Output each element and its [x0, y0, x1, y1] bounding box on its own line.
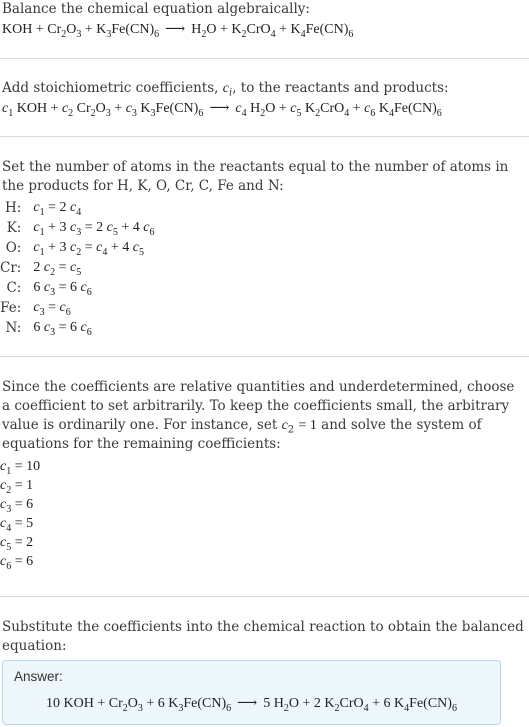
- divider: [0, 58, 529, 59]
- answer-box: [2, 660, 501, 725]
- answer-label: Answer:: [14, 669, 63, 684]
- balanced-equation: 10 KOH + $Cr_2O_3 + 6$ $K_3Fe(CN)_6$ ⟶ 5 $H_2O + 2$ $K_2CrO_4 + 6$ $K_4Fe(CN)_6$: [46, 696, 457, 714]
- equation-row: Cr: 2 $c_2 = c_5$: [0, 260, 82, 278]
- intro-text-4: Since the coefficients are relative quantities and underdetermined, choose a coefficient to set arbitrarily. To keep the coefficients small, the arbitrary value is ordinarily one. For instance, set $c_2 = 1$ and solve the system of equations for the remaining coefficients:: [2, 379, 515, 452]
- divider: [0, 356, 529, 357]
- equation-row: H: $c_1 = 2$ $c_4$: [5, 200, 82, 218]
- intro-text-3: Set the number of atoms in the reactants equal to the number of atoms in the products for H, K, O, Cr, C, Fe and N:: [2, 159, 509, 194]
- unbalanced-equation: KOH + $Cr_2O_3 + K_3Fe(CN)_6$ ⟶ $H_2O + K_2CrO_4 + K_4Fe(CN)_6$: [2, 22, 354, 40]
- divider: [0, 136, 529, 137]
- solution-list: [0, 457, 525, 571]
- coefficient-equation: $c_1$ KOH + $c_2$ $Cr_2O_3 + c_3$ $K_3Fe(CN)_6$ ⟶ $c_4$ $H_2O + c_5$ $K_2CrO_4 + c_6$ $K_4Fe(CN)_6$: [2, 101, 442, 119]
- intro-text-1: Balance the chemical equation algebraically:: [2, 1, 310, 17]
- intro-text-5: Substitute the coefficients into the chemical reaction to obtain the balanced equation:: [2, 619, 524, 654]
- equation-row: O: $c_1 + 3$ $c_2 = c_4 + 4$ $c_5$: [5, 240, 144, 258]
- solution-item: $c_4 = 5$: [0, 516, 34, 534]
- equation-row: K: $c_1 + 3$ $c_3 = 2$ $c_5 + 4$ $c_6$: [6, 220, 155, 238]
- equation-row: Fe: $c_3 = c_6$: [0, 300, 71, 318]
- solution-item: $c_3 = 6$: [0, 497, 34, 515]
- intro-text-2: Add stoichiometric coefficients, $c_i$, to the reactants and products:: [2, 80, 449, 99]
- solution-item: $c_6 = 6$: [0, 554, 34, 572]
- solution-item: $c_1 = 10$: [0, 459, 41, 477]
- equation-row: C: 6 $c_3 = 6$ $c_6$: [6, 280, 92, 298]
- solution-item: $c_5 = 2$: [0, 535, 34, 553]
- divider: [0, 596, 529, 597]
- equation-row: N: 6 $c_3 = 6$ $c_6$: [5, 320, 92, 338]
- atom-balance-system: [0, 198, 154, 338]
- solution-item: $c_2 = 1$: [0, 478, 34, 496]
